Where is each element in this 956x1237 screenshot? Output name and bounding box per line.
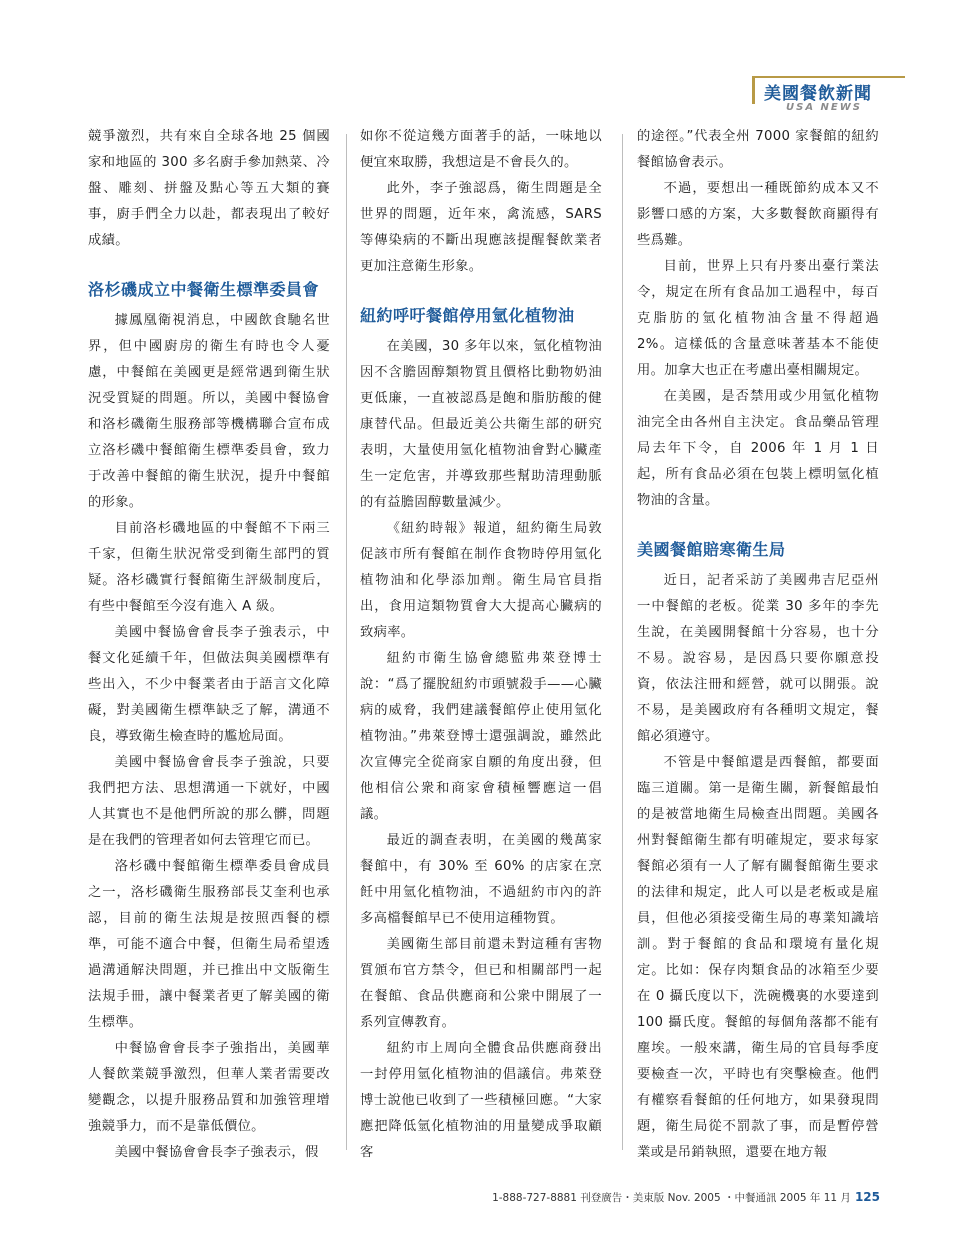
article-paragraph: 美國中餐協會會長李子強說，只要我們把方法、思想溝通一下就好，中國人其實也不是他們所說的那么髒，問題是在我們的管理者如何去管理它而已。 [88, 755, 330, 848]
article-paragraph: 中餐協會會長李子強指出，美國華人餐飲業競爭激烈，但華人業者需要改變觀念，以提升服務品質和加強管理增強競爭力，而不是靠低價位。 [88, 1041, 330, 1134]
column-middle [360, 124, 602, 1160]
article-paragraph: 的途徑。”代表全州 7000 家餐館的紐約餐館協會表示。 [637, 129, 879, 170]
article-paragraph: 美國中餐協會會長李子強表示，中餐文化延續千年，但做法與美國標準有些出入，不少中餐業者由于語言文化障礙，對美國衛生標準缺乏了解，溝通不良，導致衛生檢查時的尷尬局面。 [88, 625, 330, 744]
article-paragraph: 紐約市上周向全體食品供應商發出一封停用氫化植物油的倡議信。弗萊登博士說他已收到了一些積極回應。“大家應把降低氫化植物油的用量變成爭取顧客 [360, 1041, 602, 1160]
article-heading: 美國餐館賠寒衛生局 [637, 540, 786, 559]
column-right [637, 124, 879, 1160]
article-paragraph: 不過，要想出一種既節約成本又不影響口感的方案，大多數餐飲商顯得有些爲難。 [637, 181, 879, 248]
column-divider [346, 134, 347, 1150]
column-divider [622, 134, 623, 1150]
article-paragraph: 此外，李子強認爲，衛生問題是全世界的問題，近年來，禽流感，SARS 等傳染病的不斷出現應該提醒餐飲業者更加注意衛生形象。 [360, 181, 602, 274]
article-paragraph: 洛杉磯中餐館衛生標準委員會成員之一，洛杉磯衛生服務部長艾奎利也承認，目前的衛生法規是按照西餐的標準，可能不適合中餐，但衛生局希望透過溝通解決問題，并已推出中文版衛生法規手冊，讓中餐業者更了解美國的衛生標準。 [88, 859, 330, 1030]
page-number: 125 [854, 1190, 880, 1204]
article-paragraph: 在美國，是否禁用或少用氫化植物油完全由各州自主決定。食品藥品管理局去年下令，自 2006 年 1 月 1 日起，所有食品必須在包裝上標明氫化植物油的含量。 [637, 389, 879, 508]
article-paragraph: 紐約市衛生協會總監弗萊登博士說：“爲了擺脫紐約市頭號殺手——心臟病的威脅，我們建議餐館停止使用氫化植物油。”弗萊登博士還强調說，雖然此次宣傳完全從商家自願的角度出發，但他相信公衆和商家會積極響應這一倡議。 [360, 651, 602, 822]
article-paragraph: 競爭激烈，共有來自全球各地 25 個國家和地區的 300 多名廚手參加熱菜、冷盤、雕刻、拼盤及點心等五大類的賽事，廚手們全力以赴，都表現出了較好成績。 [88, 129, 330, 248]
article-paragraph: 最近的調查表明，在美國的幾萬家餐館中，有 30% 至 60% 的店家在烹飪中用氫化植物油，不過紐約市內的許多高檔餐館早已不使用這種物質。 [360, 833, 602, 926]
article-paragraph: 在美國，30 多年以來，氫化植物油因不含膽固醇類物質且價格比動物奶油更低廉，一直被認爲是飽和脂肪酸的健康替代品。但最近美公共衛生部的研究表明，大量使用氫化植物油會對心臟產生一定危害，并導致那些幫助清理動脈的有益膽固醇數量減少。 [360, 339, 602, 510]
footer-text: 1-888-727-8881 刊登廣告・美東版 Nov. 2005 ・中餐通訊 2005 年 11 月 [492, 1192, 851, 1204]
page-footer [468, 1190, 880, 1206]
masthead [752, 76, 910, 120]
column-left [88, 124, 330, 1160]
article-paragraph: 《紐約時報》報道，紐約衛生局敦促該市所有餐館在制作食物時停用氫化植物油和化學添加劑。衛生局官員指出，食用這類物質會大大提高心臟病的致病率。 [360, 521, 602, 640]
article-paragraph: 目前洛杉磯地區的中餐館不下兩三千家，但衛生狀況常受到衛生部門的質疑。洛杉磯實行餐館衛生評級制度后，有些中餐館至今沒有進入 A 級。 [88, 521, 330, 614]
article-paragraph: 美國衛生部目前還未對這種有害物質頒布官方禁令，但已和相關部門一起在餐館、食品供應商和公衆中開展了一系列宣傳教育。 [360, 937, 602, 1030]
article-paragraph: 美國中餐協會會長李子強表示，假 [114, 1145, 319, 1160]
article-paragraph: 如你不從這幾方面著手的話，一味地以便宜來取勝，我想這是不會長久的。 [360, 129, 602, 170]
masthead-subtitle: USA NEWS [786, 102, 862, 113]
article-paragraph: 目前，世界上只有丹麥出臺行業法令，規定在所有食品加工過程中，每百克脂肪的氫化植物油含量不得超過 2%。這樣低的含量意味著基本不能使用。加拿大也正在考慮出臺相關規定。 [637, 259, 879, 378]
article-paragraph: 不管是中餐館還是西餐館，都要面臨三道關。第一是衛生關，新餐館最怕的是被當地衛生局檢查出問題。美國各州對餐館衛生都有明確規定，要求每家餐館必須有一人了解有關餐館衛生要求的法律和規定，此人可以是老板或是雇員，但他必須接受衛生局的專業知識培訓。對于餐館的食品和環境有量化規定。比如：保存肉類食品的冰箱至少要在 0 攝氏度以下，洗碗機裏的水要達到 100 攝氏度。餐館的每個角落都不能有塵埃。一般來講，衛生局的官員每季度要檢查一次，平時也有突擊檢查。他們有權察看餐館的任何地方，如果發現問題，衛生局從不罰款了事，而是暫停營業或是吊銷執照，還要在地方報 [637, 755, 879, 1160]
masthead-title: 美國餐飲新聞 [764, 84, 872, 104]
article-paragraph: 據鳳凰衛視消息，中國飲食馳名世界，但中國廚房的衛生有時也令人憂慮，中餐館在美國更是經常遇到衛生狀況受質疑的問題。所以，美國中餐協會和洛杉磯衛生服務部等機構聯合宣布成立洛杉磯中餐館衛生標準委員會，致力于改善中餐館的衛生狀況，提升中餐館的形象。 [88, 313, 330, 510]
article-heading: 紐約呼吁餐館停用氫化植物油 [360, 306, 575, 325]
article-paragraph: 近日，記者采訪了美國弗吉尼亞州一中餐館的老板。從業 30 多年的李先生說，在美國開餐館十分容易，也十分不易。說容易，是因爲只要你願意投資，依法注冊和經營，就可以開張。說不易，是美國政府有各種明文規定，餐館必須遵守。 [637, 573, 879, 744]
article-heading: 洛杉磯成立中餐衛生標準委員會 [88, 280, 320, 299]
